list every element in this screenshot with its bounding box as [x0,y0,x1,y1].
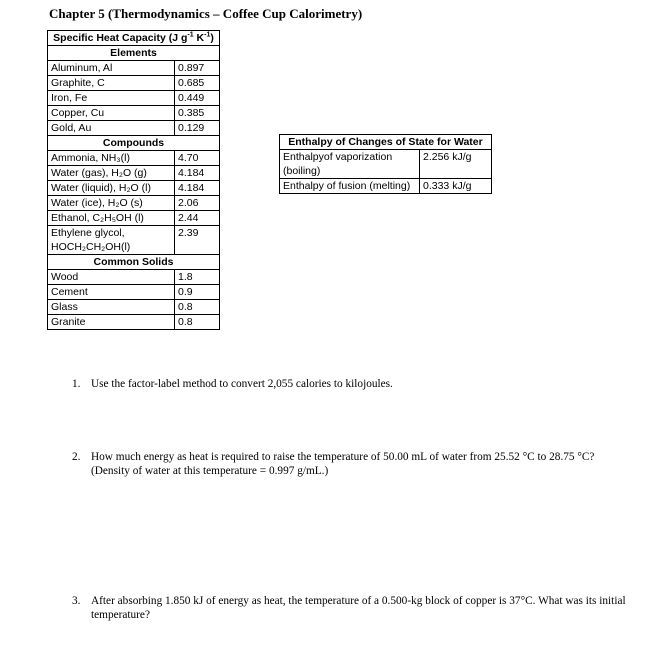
table-row: Cement 0.9 [48,285,220,300]
table-row: Wood 1.8 [48,270,220,285]
table-row: Water (liquid), H₂O (l) 4.184 [48,181,220,196]
enthalpy-header: Enthalpy of Changes of State for Water [280,135,492,150]
table-row: Gold, Au 0.129 [48,121,220,136]
section-elements: Elements [48,46,220,61]
page-title: Chapter 5 (Thermodynamics – Coffee Cup Calorimetry) [49,6,363,21]
table-row: Ethylene glycol, HOCH₂CH₂OH(l) 2.39 [48,226,220,255]
section-compounds: Compounds [48,136,220,151]
table-row: Ammonia, NH₃(l) 4.70 [48,151,220,166]
table-row: Granite 0.8 [48,315,220,330]
table-row: Ethanol, C₂H₅OH (l) 2.44 [48,211,220,226]
table-row: Copper, Cu 0.385 [48,106,220,121]
table-row: Enthalpy of fusion (melting) 0.333 kJ/g [280,179,492,194]
specific-heat-header: Specific Heat Capacity (J $g^{-1}$ $K^{-1}$) [48,31,220,46]
section-common-solids: Common Solids [48,255,220,270]
table-row: Glass 0.8 [48,300,220,315]
enthalpy-table [279,134,492,194]
table-row: Iron, Fe 0.449 [48,91,220,106]
specific-heat-table [47,30,220,330]
table-row: Enthalpyof vaporization (boiling) 2.256 kJ/g [280,150,492,179]
table-row: Water (gas), H₂O (g) 4.184 [48,166,220,181]
table-row: Water (ice), H₂O (s) 2.06 [48,196,220,211]
table-row: Graphite, C 0.685 [48,76,220,91]
table-row: Aluminum, Al 0.897 [48,61,220,76]
